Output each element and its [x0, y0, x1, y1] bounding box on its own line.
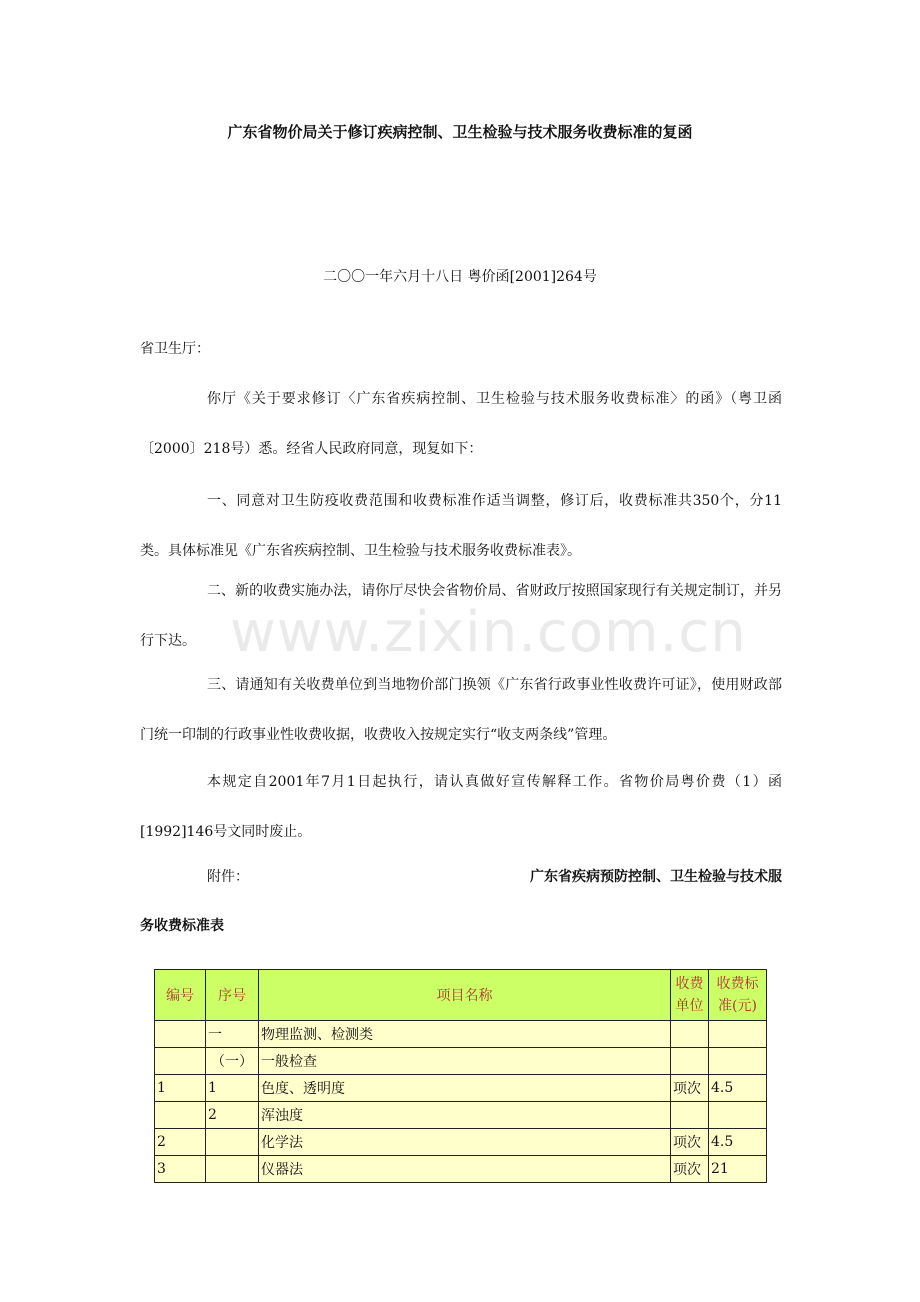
cell-unit	[671, 1021, 709, 1048]
cell-unit	[671, 1048, 709, 1075]
cell-standard	[709, 1021, 767, 1048]
cell-seq	[206, 1156, 259, 1183]
fee-standard-table	[154, 969, 767, 1183]
attachment-title-line1: 广东省疾病预防控制、卫生检验与技术服	[530, 869, 782, 885]
header-seq: 序号	[206, 970, 259, 1021]
cell-item-name: 物理监测、检测类	[259, 1021, 671, 1048]
cell-standard	[709, 1102, 767, 1129]
cell-code: 3	[155, 1156, 206, 1183]
cell-item-name: 色度、透明度	[259, 1075, 671, 1102]
cell-code	[155, 1102, 206, 1129]
body-paragraph-4: 三、请通知有关收费单位到当地物价部门换领《广东省行政事业性收费许可证》，使用财政部门统一印制的行政事业性收费收据，收费收入按规定实行“收支两条线”管理。	[140, 677, 782, 743]
cell-code	[155, 1021, 206, 1048]
watermark: www.zixin.com.cn	[230, 600, 747, 665]
cell-standard: 4.5	[709, 1075, 767, 1102]
body-paragraph-3: 二、新的收费实施办法，请你厅尽快会省物价局、省财政厅按照国家现行有关规定制订，并另行下达。	[140, 583, 782, 649]
cell-unit: 项次	[671, 1156, 709, 1183]
body-paragraph-2: 一、同意对卫生防疫收费范围和收费标准作适当调整，修订后，收费标准共350个，分11类。具体标准见《广东省疾病控制、卫生检验与技术服务收费标准表》。	[140, 493, 782, 559]
cell-code	[155, 1048, 206, 1075]
header-unit: 收费单位	[671, 970, 709, 1021]
attachment-title-line2: 务收费标准表	[140, 918, 224, 934]
cell-code: 1	[155, 1075, 206, 1102]
cell-item-name: 一般检查	[259, 1048, 671, 1075]
table-row	[155, 1156, 767, 1183]
table-header-row	[155, 970, 767, 1021]
header-standard: 收费标准(元)	[709, 970, 767, 1021]
attachment-label: 附件：	[207, 869, 249, 885]
cell-item-name: 化学法	[259, 1129, 671, 1156]
document-dateline: 二〇〇一年六月十八日 粤价函[2001]264号	[323, 269, 597, 285]
cell-standard: 4.5	[709, 1129, 767, 1156]
table-row	[155, 1075, 767, 1102]
table-row	[155, 1129, 767, 1156]
cell-code: 2	[155, 1129, 206, 1156]
table-row	[155, 1048, 767, 1075]
cell-seq: 2	[206, 1102, 259, 1129]
cell-item-name: 仪器法	[259, 1156, 671, 1183]
cell-seq: 1	[206, 1075, 259, 1102]
cell-unit: 项次	[671, 1075, 709, 1102]
table-row	[155, 1021, 767, 1048]
salutation: 省卫生厅：	[140, 341, 210, 357]
body-paragraph-5: 本规定自2001年7月1日起执行，请认真做好宣传解释工作。省物价局粤价费（1）函[1992]146号文同时废止。	[140, 774, 782, 840]
cell-unit: 项次	[671, 1129, 709, 1156]
cell-seq: （一）	[206, 1048, 259, 1075]
document-title: 广东省物价局关于修订疾病控制、卫生检验与技术服务收费标准的复函	[227, 123, 693, 141]
cell-seq	[206, 1129, 259, 1156]
body-paragraph-1: 你厅《关于要求修订〈广东省疾病控制、卫生检验与技术服务收费标准〉的函》（粤卫函〔2000〕218号）悉。经省人民政府同意，现复如下：	[140, 391, 782, 457]
cell-item-name: 浑浊度	[259, 1102, 671, 1129]
cell-unit	[671, 1102, 709, 1129]
cell-seq: 一	[206, 1021, 259, 1048]
header-code: 编号	[155, 970, 206, 1021]
cell-standard: 21	[709, 1156, 767, 1183]
header-item-name: 项目名称	[259, 970, 671, 1021]
cell-standard	[709, 1048, 767, 1075]
table-row	[155, 1102, 767, 1129]
